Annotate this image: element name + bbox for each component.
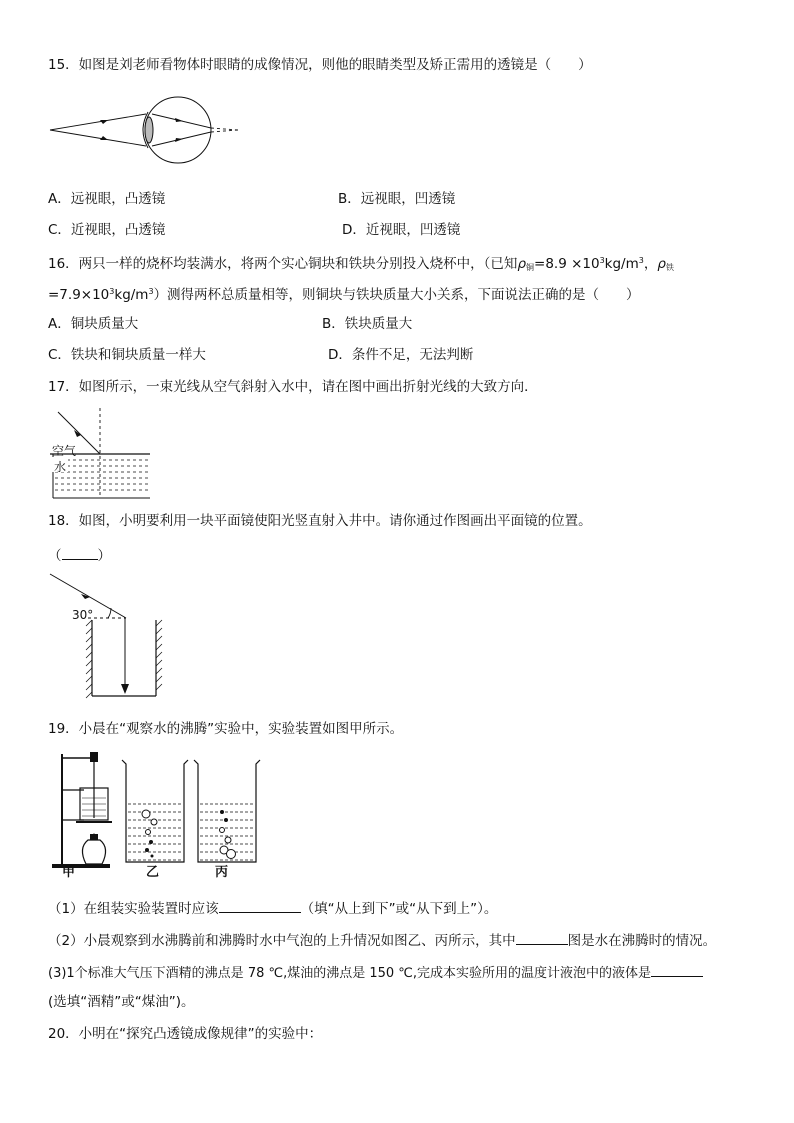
eye-lens — [145, 117, 153, 143]
stand-apparatus — [52, 752, 112, 868]
angle-label: 30° — [72, 608, 94, 622]
label-water: 水 — [54, 460, 67, 474]
q15-option-b[interactable]: B．远视眼，凹透镜 — [338, 191, 456, 207]
eyeball — [145, 97, 211, 163]
q17-stem: 17．如图所示，一束光线从空气斜射入水中，请在图中画出折射光线的大致方向． — [48, 379, 538, 395]
q16-option-b[interactable]: B．铁块质量大 — [322, 316, 413, 332]
beaker-boiling — [194, 760, 260, 862]
q19-stem: 19．小晨在“观察水的沸腾”实验中，实验装置如图甲所示。 — [48, 721, 404, 737]
q16-option-c[interactable]: C．铁块和铜块质量一样大 — [48, 347, 206, 363]
fig-label-yi: 乙 — [146, 865, 160, 880]
fig-label-bing: 丙 — [215, 865, 229, 880]
label-air: 空气 — [52, 444, 77, 458]
fig-label-jia: 甲 — [62, 865, 76, 880]
q18-answer-blank[interactable]: （ ） — [48, 545, 111, 565]
q19-sub3-blank[interactable] — [651, 962, 703, 977]
q16-stem-line2: $=7.9\times 10^3kg/m^3$）测得两杯总质量相等，则铜块与铁块质量大小关系，下面说法正确的是（ ） — [48, 287, 640, 303]
q19-sub1-blank[interactable] — [219, 898, 301, 913]
q19-sub2: （2）小晨观察到水沸腾前和沸腾时水中气泡的上升情况如图乙、丙所示，其中 图是水在沸腾时的情况。 — [48, 930, 716, 950]
q19-sub2-blank[interactable] — [516, 930, 568, 945]
q19-sub3-cont: (选填“酒精”或“煤油”)。 — [48, 994, 195, 1010]
q20-stem: 20．小明在“探究凸透镜成像规律”的实验中： — [48, 1026, 323, 1042]
q15-option-c[interactable]: C．近视眼，凸透镜 — [48, 222, 166, 238]
q16-option-a[interactable]: A．铜块质量大 — [48, 316, 139, 332]
q18-stem: 18．如图，小明要利用一块平面镜使阳光竖直射入井中。请你通过作图画出平面镜的位置。 — [48, 513, 592, 529]
q19-sub3: (3)1个标准大气压下酒精的沸点是 78 ℃,煤油的沸点是 150 ℃,完成本实验所用的温度计液泡中的液体是 — [48, 962, 703, 983]
q15-stem: 15．如图是刘老师看物体时眼睛的成像情况，则他的眼睛类型及矫正需用的透镜是（ ） — [48, 57, 592, 73]
q16-option-d[interactable]: D．条件不足，无法判断 — [328, 347, 474, 363]
beaker-before-boiling — [122, 760, 188, 862]
boiling-apparatus-diagrams — [48, 748, 268, 882]
eye-diagram — [48, 90, 248, 170]
q16-stem-line1: 16．两只一样的烧杯均装满水，将两个实心铜块和铁块分别投入烧杯中，（已知$\rho_铜=8.9 \times 10^3kg/m^3$，$\rho_铁$ — [48, 256, 674, 272]
q15-option-a[interactable]: A．远视眼，凸透镜 — [48, 191, 166, 207]
q19-sub1: （1）在组装实验装置时应该 （填“从上到下”或“从下到上”）。 — [48, 898, 497, 918]
well-mirror-diagram — [48, 570, 168, 702]
q15-option-d[interactable]: D．近视眼，凹透镜 — [342, 222, 461, 238]
